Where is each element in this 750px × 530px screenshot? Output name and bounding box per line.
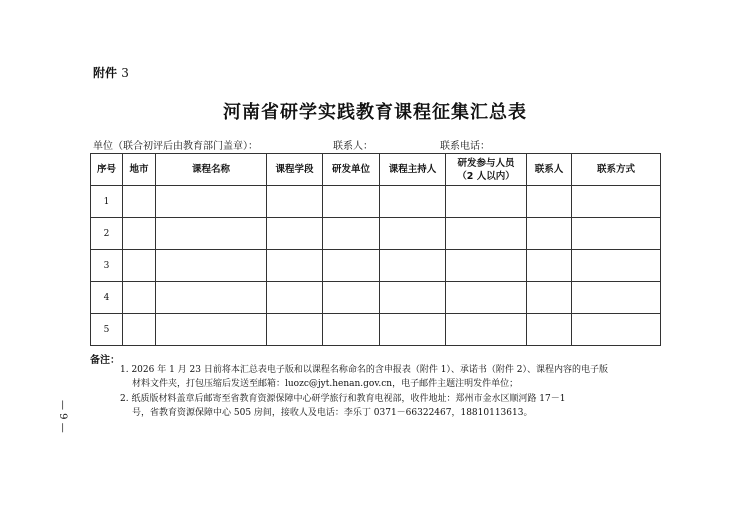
table-cell[interactable] (446, 282, 527, 314)
col-header-course-stage: 课程学段 (267, 154, 323, 186)
col-header-course-host: 课程主持人 (380, 154, 446, 186)
table-cell[interactable] (527, 250, 572, 282)
contact-label: 联系人： (333, 141, 373, 152)
table-cell[interactable] (267, 314, 323, 346)
table-cell[interactable] (123, 186, 156, 218)
annex-label (93, 64, 129, 81)
table-cell[interactable] (527, 218, 572, 250)
note-1-line-2: 材料文件夹，打包压缩后发送至邮箱：luozc@jyt.henan.gov.cn，电子邮件主题注明发件单位； (132, 379, 519, 389)
table-cell[interactable] (527, 282, 572, 314)
table-cell[interactable] (267, 250, 323, 282)
note-item (120, 363, 670, 391)
annex-number: 3 (121, 66, 129, 80)
table-cell[interactable] (527, 186, 572, 218)
col-header-course-name: 课程名称 (156, 154, 267, 186)
table-cell[interactable] (123, 314, 156, 346)
summary-table (90, 153, 661, 346)
table-cell[interactable] (572, 282, 661, 314)
phone-label: 联系电话： (440, 141, 490, 152)
table-cell[interactable] (446, 186, 527, 218)
document-title: 河南省研学实践教育课程征集汇总表 (223, 102, 527, 123)
unit-label: 单位（联合初评后由教育部门盖章）： (93, 141, 258, 152)
table-header-row (91, 154, 661, 186)
table-cell[interactable] (323, 250, 380, 282)
notes-label: 备注： (90, 355, 120, 366)
row-index: 1 (91, 186, 123, 218)
table-cell[interactable] (156, 250, 267, 282)
table-cell[interactable] (446, 250, 527, 282)
table-cell[interactable] (380, 186, 446, 218)
table-cell[interactable] (323, 314, 380, 346)
page-number: — 9 — (57, 400, 68, 433)
row-index: 4 (91, 282, 123, 314)
table-cell[interactable] (572, 218, 661, 250)
table-cell[interactable] (267, 218, 323, 250)
table-cell[interactable] (156, 282, 267, 314)
table-cell[interactable] (380, 250, 446, 282)
col-header-contact-method: 联系方式 (572, 154, 661, 186)
table-cell[interactable] (267, 186, 323, 218)
table-cell[interactable] (156, 218, 267, 250)
col-header-contact: 联系人 (527, 154, 572, 186)
table-cell[interactable] (572, 250, 661, 282)
col-header-index: 序号 (91, 154, 123, 186)
table-row (91, 282, 661, 314)
table-cell[interactable] (446, 314, 527, 346)
col-header-participants (446, 154, 527, 186)
table-cell[interactable] (156, 186, 267, 218)
participants-header-line2: （2 人以内） (457, 170, 515, 182)
table-row (91, 250, 661, 282)
table-cell[interactable] (572, 314, 661, 346)
table-cell[interactable] (380, 314, 446, 346)
row-index: 5 (91, 314, 123, 346)
table-row (91, 218, 661, 250)
table-cell[interactable] (267, 282, 323, 314)
col-header-city: 地市 (123, 154, 156, 186)
table-cell[interactable] (380, 282, 446, 314)
note-item (120, 392, 670, 420)
table-cell[interactable] (123, 218, 156, 250)
table-cell[interactable] (527, 314, 572, 346)
table-cell[interactable] (323, 186, 380, 218)
table-cell[interactable] (323, 282, 380, 314)
table-cell[interactable] (123, 282, 156, 314)
row-index: 3 (91, 250, 123, 282)
annex-text: 附件 (93, 66, 118, 80)
table-cell[interactable] (572, 186, 661, 218)
table-cell[interactable] (156, 314, 267, 346)
table-row (91, 186, 661, 218)
table-cell[interactable] (323, 218, 380, 250)
note-2-line-2: 号，省教育资源保障中心 505 房间，接收人及电话：李乐丁 0371－66322467，18810113613。 (132, 408, 533, 418)
table-cell[interactable] (446, 218, 527, 250)
col-header-developer: 研发单位 (323, 154, 380, 186)
note-1-line-1: 1. 2026 年 1 月 23 日前将本汇总表电子版和以课程名称命名的含申报表（附件 1）、承诺书（附件 2）、课程内容的电子版 (120, 365, 609, 375)
row-index: 2 (91, 218, 123, 250)
table-row (91, 314, 661, 346)
table-cell[interactable] (123, 250, 156, 282)
participants-header-line1: 研发参与人员 (457, 157, 515, 169)
table-cell[interactable] (380, 218, 446, 250)
note-2-line-1: 2. 纸质版材料盖章后邮寄至省教育资源保障中心研学旅行和教育电视部，收件地址：郑州市金水区顺河路 17－1 (120, 394, 566, 404)
